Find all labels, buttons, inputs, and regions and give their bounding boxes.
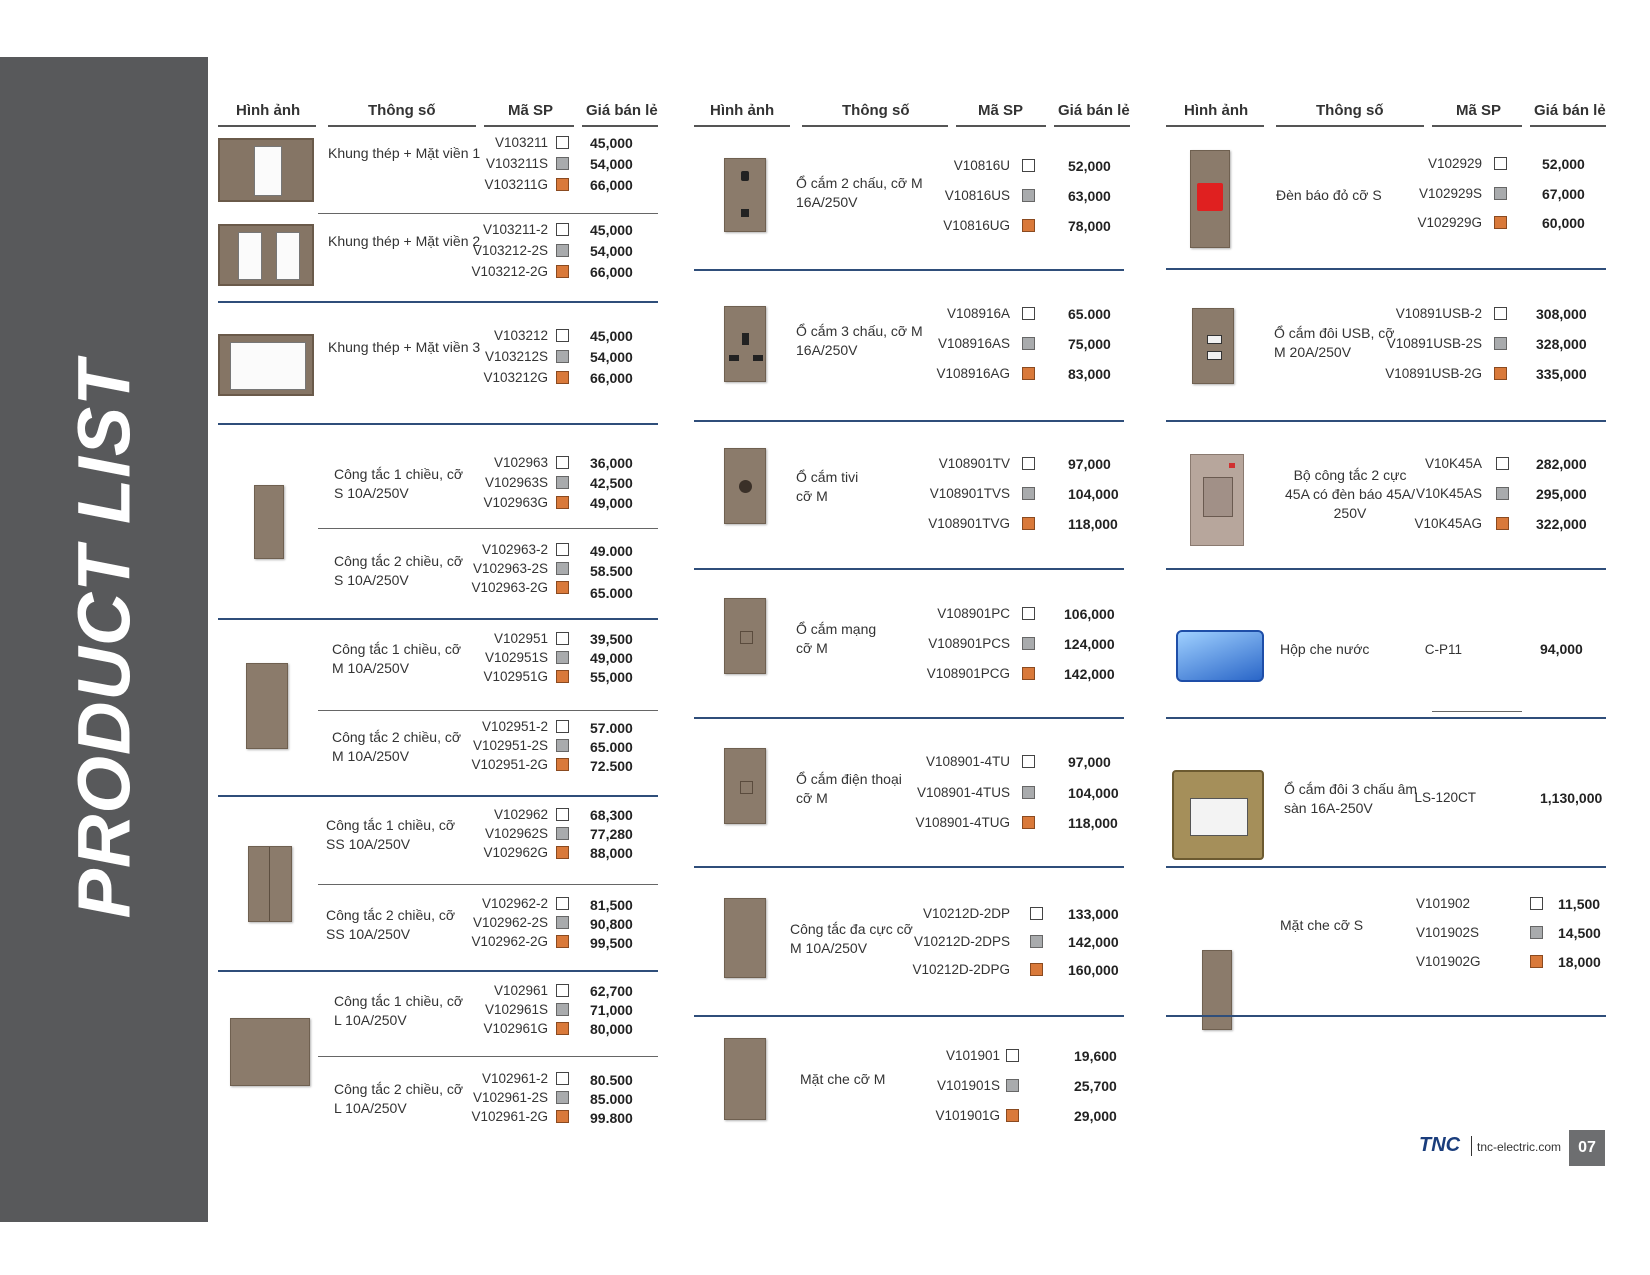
white-swatch (1022, 457, 1035, 470)
product-desc: Công tắc 1 chiều, cỡ M 10A/250V (332, 641, 462, 676)
product-code: V101902 (1416, 896, 1471, 911)
product-price: 45,000 (590, 328, 633, 344)
product-code: V103211 (494, 135, 548, 150)
product-desc: Mặt che cỡ S (1280, 917, 1364, 933)
gold-swatch (1530, 955, 1543, 968)
header-price: Giá bán lẻ (1534, 102, 1606, 119)
gold-swatch (556, 1022, 569, 1035)
product-desc: Công tắc 1 chiều, cỡ S 10A/250V (334, 466, 464, 501)
product-price: 54,000 (590, 349, 633, 365)
white-swatch (1494, 157, 1507, 170)
product-price: 99.800 (590, 1110, 633, 1126)
silver-swatch (556, 157, 569, 170)
product-code: V102951S (484, 650, 548, 665)
white-swatch (1006, 1049, 1019, 1062)
product-price: 160,000 (1068, 962, 1119, 978)
product-code: V108901-4TUS (916, 785, 1010, 800)
column-1 (218, 98, 658, 1126)
product-price: 65.000 (590, 585, 633, 601)
gold-swatch (556, 846, 569, 859)
product-desc: Công tắc 1 chiều, cỡ SS 10A/250V (326, 817, 456, 852)
white-swatch (1030, 907, 1043, 920)
product-code: V102962-2S (472, 915, 548, 930)
product-code: V102962-2 (481, 896, 548, 911)
product-desc: Ổ cắm mạng cỡ M (796, 621, 877, 656)
product-code: V103212S (484, 349, 548, 364)
product-price: 54,000 (590, 243, 633, 259)
frame-2-image (218, 224, 314, 286)
product-code: V108901TVG (928, 516, 1010, 531)
product-desc: Hộp che nước (1280, 641, 1370, 657)
product-price: 88,000 (590, 845, 633, 861)
product-price: 66,000 (590, 177, 633, 193)
product-price: 71,000 (590, 1002, 633, 1018)
product-code: V102951G (483, 669, 548, 684)
product-desc: Công tắc 2 chiều, cỡ L 10A/250V (334, 1081, 464, 1116)
product-desc: Khung thép + Mặt viền 2 (328, 233, 481, 249)
product-price: 97,000 (1068, 754, 1111, 770)
product-code: V102929S (1418, 186, 1482, 201)
product-price: 36,000 (590, 455, 633, 471)
red-indicator-image (1190, 150, 1230, 248)
product-list-title: PRODUCT LIST (62, 359, 146, 919)
gold-swatch (1494, 367, 1507, 380)
product-price: 295,000 (1536, 486, 1587, 502)
product-code: V101901S (936, 1078, 1000, 1093)
product-price: 85.000 (590, 1091, 633, 1107)
gold-swatch (1022, 517, 1035, 530)
white-swatch (556, 136, 569, 149)
silver-swatch (1496, 487, 1509, 500)
product-price: 99,500 (590, 935, 633, 951)
product-price: 80.500 (590, 1072, 633, 1088)
product-price: 94,000 (1540, 641, 1583, 657)
gold-swatch (556, 496, 569, 509)
product-price: 90,800 (590, 916, 633, 932)
product-code: V102963 (493, 455, 548, 470)
product-price: 45,000 (590, 135, 633, 151)
product-price: 42,500 (590, 475, 633, 491)
white-swatch (1494, 307, 1507, 320)
product-code: V102963-2G (471, 580, 548, 595)
product-price: 133,000 (1068, 906, 1119, 922)
product-code: V102962G (483, 845, 548, 860)
gold-swatch (556, 581, 569, 594)
gold-swatch (556, 265, 569, 278)
product-code: V108916AG (936, 366, 1010, 381)
gold-swatch (556, 371, 569, 384)
product-price: 308,000 (1536, 306, 1587, 322)
socket-3pin-image (724, 306, 766, 382)
product-desc: Công tắc đa cực cỡ M 10A/250V (790, 921, 913, 956)
product-desc: Công tắc 2 chiều, cỡ SS 10A/250V (326, 907, 456, 942)
product-price: 67,000 (1542, 186, 1585, 202)
silver-swatch (556, 1091, 569, 1104)
white-swatch (556, 808, 569, 821)
product-price: 18,000 (1558, 954, 1601, 970)
product-code: V103211-2 (482, 222, 548, 237)
product-code: V108901TV (938, 456, 1010, 471)
product-desc: Ổ cắm tivi cỡ M (796, 469, 859, 504)
product-price: 29,000 (1074, 1108, 1117, 1124)
product-price: 63,000 (1068, 188, 1111, 204)
product-code: V102961S (484, 1002, 548, 1017)
product-code: V103212-2S (472, 243, 548, 258)
product-price: 75,000 (1068, 336, 1111, 352)
product-price: 81,500 (590, 897, 633, 913)
product-price: 60,000 (1542, 215, 1585, 231)
product-price: 78,000 (1068, 218, 1111, 234)
product-price: 49.000 (590, 543, 633, 559)
product-code: V102951 (493, 631, 548, 646)
gold-swatch (1022, 816, 1035, 829)
column-3 (1166, 98, 1606, 970)
product-code: V103211G (484, 177, 548, 192)
product-price: 124,000 (1064, 636, 1115, 652)
product-price: 39,500 (590, 631, 633, 647)
product-code: V101902G (1416, 954, 1481, 969)
product-code: V10K45A (1424, 456, 1482, 471)
product-code: V101902S (1416, 925, 1480, 940)
product-code: V101901 (945, 1048, 1000, 1063)
product-price: 55,000 (590, 669, 633, 685)
product-code: V102951-2 (481, 719, 548, 734)
silver-swatch (556, 827, 569, 840)
product-price: 1,130,000 (1540, 790, 1603, 806)
website-url: tnc-electric.com (1477, 1140, 1562, 1154)
product-price: 65.000 (590, 739, 633, 755)
product-code: C-P11 (1424, 642, 1462, 657)
product-desc: Bộ công tắc 2 cực 45A có đèn báo 45A/ 250V (1285, 467, 1415, 521)
product-code: V108901PCS (928, 636, 1010, 651)
product-code: LS-120CT (1414, 790, 1476, 805)
silver-swatch (1030, 935, 1043, 948)
silver-swatch (556, 244, 569, 257)
silver-swatch (1494, 337, 1507, 350)
gold-swatch (1022, 667, 1035, 680)
product-desc: Mặt che cỡ M (800, 1071, 886, 1087)
switch-m-image (246, 663, 288, 749)
silver-swatch (556, 562, 569, 575)
product-code: V102929G (1417, 215, 1482, 230)
product-price: 66,000 (590, 264, 633, 280)
frame-1-image (218, 138, 314, 202)
white-swatch (556, 897, 569, 910)
waterproof-cover-image (1176, 630, 1264, 682)
silver-swatch (1022, 786, 1035, 799)
white-swatch (1022, 607, 1035, 620)
product-code: V102962 (493, 807, 548, 822)
product-code: V102962-2G (471, 934, 548, 949)
product-price: 65.000 (1068, 306, 1111, 322)
product-code: V103212 (493, 328, 548, 343)
silver-swatch (556, 916, 569, 929)
gold-swatch (1494, 216, 1507, 229)
product-code: V108901-4TUG (915, 815, 1010, 830)
silver-swatch (556, 739, 569, 752)
silver-swatch (556, 1003, 569, 1016)
white-swatch (1022, 755, 1035, 768)
tnc-logo: TNC (1419, 1134, 1461, 1156)
phone-socket-image (724, 748, 766, 824)
product-price: 335,000 (1536, 366, 1587, 382)
product-price: 14,500 (1558, 925, 1601, 941)
product-code: V108916AS (937, 336, 1010, 351)
product-price: 83,000 (1068, 366, 1111, 382)
white-swatch (556, 456, 569, 469)
gold-swatch (1022, 367, 1035, 380)
white-swatch (1022, 307, 1035, 320)
product-price: 58.500 (590, 563, 633, 579)
product-desc: Khung thép + Mặt viền 1 (328, 145, 481, 161)
white-swatch (556, 543, 569, 556)
product-code: V102963-2S (472, 561, 548, 576)
header-code: Mã SP (508, 102, 554, 119)
floor-socket-image (1172, 770, 1264, 860)
product-code: V10816U (953, 158, 1010, 173)
product-code: V10891USB-2S (1386, 336, 1482, 351)
white-swatch (556, 984, 569, 997)
silver-swatch (556, 651, 569, 664)
product-code: V102961-2G (471, 1109, 548, 1124)
silver-swatch (1022, 487, 1035, 500)
silver-swatch (1022, 189, 1035, 202)
product-price: 54,000 (590, 156, 633, 172)
product-price: 25,700 (1074, 1078, 1117, 1094)
gold-swatch (556, 758, 569, 771)
product-price: 11,500 (1558, 896, 1601, 912)
silver-swatch (1022, 637, 1035, 650)
product-code: V108916A (946, 306, 1010, 321)
silver-swatch (1494, 187, 1507, 200)
frame-3-image (218, 334, 314, 396)
gold-swatch (1496, 517, 1509, 530)
product-code: V10K45AS (1415, 486, 1482, 501)
product-code: V102929 (1427, 156, 1482, 171)
silver-swatch (556, 476, 569, 489)
product-desc: Ổ cắm đôi USB, cỡ M 20A/250V (1274, 325, 1395, 360)
gold-swatch (556, 1110, 569, 1123)
product-desc: Công tắc 1 chiều, cỡ L 10A/250V (334, 993, 464, 1028)
product-code: V108901TVS (929, 486, 1010, 501)
product-desc: Công tắc 2 chiều, cỡ S 10A/250V (334, 553, 464, 588)
product-price: 49,000 (590, 495, 633, 511)
cover-plate-m-image (724, 1038, 766, 1120)
gold-swatch (556, 935, 569, 948)
switch-ss-image (248, 846, 292, 922)
product-desc: Đèn báo đỏ cỡ S (1276, 187, 1382, 203)
header-code: Mã SP (1456, 102, 1502, 119)
white-swatch (1530, 897, 1543, 910)
network-socket-image (724, 598, 766, 674)
product-desc: Ổ cắm 3 chấu, cỡ M 16A/250V (796, 323, 923, 358)
product-price: 45,000 (590, 222, 633, 238)
product-price: 57.000 (590, 720, 633, 736)
column-2 (694, 98, 1130, 1124)
product-code: V108901PCG (926, 666, 1010, 681)
product-price: 142,000 (1064, 666, 1115, 682)
product-code: V10816UG (943, 218, 1010, 233)
gold-swatch (1030, 963, 1043, 976)
product-price: 322,000 (1536, 516, 1587, 532)
header-image: Hình ảnh (710, 102, 775, 119)
product-code: V102961 (493, 983, 548, 998)
product-desc: Khung thép + Mặt viền 3 (328, 339, 481, 355)
product-price: 118,000 (1068, 516, 1118, 532)
product-code: V102963G (483, 495, 548, 510)
product-code: V102961-2 (481, 1071, 548, 1086)
product-code: V102961G (483, 1021, 548, 1036)
product-price: 49,000 (590, 650, 633, 666)
product-code: V102951-2S (472, 738, 548, 753)
switch-l-image (230, 1018, 310, 1086)
white-swatch (556, 329, 569, 342)
product-code: V10891USB-2 (1395, 306, 1482, 321)
header-spec: Thông số (1316, 102, 1384, 119)
product-price: 104,000 (1068, 785, 1119, 801)
multi-switch-image (724, 898, 766, 978)
sidebar-band (0, 57, 208, 1222)
product-code: V10212D-2DPG (912, 962, 1010, 977)
white-swatch (556, 1072, 569, 1085)
product-desc: Công tắc 2 chiều, cỡ M 10A/250V (332, 729, 462, 764)
header-price: Giá bán lẻ (586, 102, 658, 119)
product-price: 19,600 (1074, 1048, 1117, 1064)
tv-socket-image (724, 448, 766, 524)
product-price: 104,000 (1068, 486, 1119, 502)
page-number: 07 (1569, 1130, 1605, 1166)
product-code: V102951-2G (471, 757, 548, 772)
product-code: V10212D-2DPS (913, 934, 1010, 949)
product-price: 97,000 (1068, 456, 1111, 472)
product-code: V10K45AG (1414, 516, 1482, 531)
product-price: 282,000 (1536, 456, 1587, 472)
socket-2pin-image (724, 158, 766, 232)
product-code: V101901G (935, 1108, 1000, 1123)
product-price: 77,280 (590, 826, 633, 842)
switch-s-image (254, 485, 284, 559)
product-code: V108901-4TU (925, 754, 1010, 769)
silver-swatch (556, 350, 569, 363)
product-price: 72.500 (590, 758, 633, 774)
column-header (218, 98, 658, 128)
header-image: Hình ảnh (236, 102, 301, 119)
product-code: V108901PC (937, 606, 1010, 621)
product-code: V10212D-2DP (922, 906, 1010, 921)
product-price: 52,000 (1068, 158, 1111, 174)
product-code: V103212-2G (471, 264, 548, 279)
product-price: 142,000 (1068, 934, 1119, 950)
column-header (1166, 98, 1606, 128)
product-price: 62,700 (590, 983, 633, 999)
header-spec: Thông số (842, 102, 910, 119)
product-code: V102962S (484, 826, 548, 841)
white-swatch (1022, 159, 1035, 172)
product-price: 118,000 (1068, 815, 1118, 831)
product-desc: Ổ cắm 2 chấu, cỡ M 16A/250V (796, 175, 923, 210)
product-code: V102963-2 (481, 542, 548, 557)
product-code: V102963S (484, 475, 548, 490)
header-price: Giá bán lẻ (1058, 102, 1130, 119)
silver-swatch (1530, 926, 1543, 939)
cover-plate-s-image (1202, 950, 1232, 1030)
gold-swatch (1022, 219, 1035, 232)
white-swatch (556, 720, 569, 733)
white-swatch (556, 223, 569, 236)
header-image: Hình ảnh (1184, 102, 1249, 119)
product-code: V10816US (944, 188, 1010, 203)
gold-swatch (1006, 1109, 1019, 1122)
product-price: 80,000 (590, 1021, 633, 1037)
product-price: 106,000 (1064, 606, 1115, 622)
product-price: 68,300 (590, 807, 633, 823)
product-code: V102961-2S (472, 1090, 548, 1105)
silver-swatch (1006, 1079, 1019, 1092)
breaker-45a-image (1190, 454, 1244, 546)
product-price: 52,000 (1542, 156, 1585, 172)
header-code: Mã SP (978, 102, 1024, 119)
gold-swatch (556, 670, 569, 683)
column-header (694, 98, 1130, 128)
product-price: 328,000 (1536, 336, 1587, 352)
product-code: V103212G (483, 370, 548, 385)
white-swatch (556, 632, 569, 645)
white-swatch (1496, 457, 1509, 470)
header-spec: Thông số (368, 102, 436, 119)
product-price: 66,000 (590, 370, 633, 386)
product-code: V10891USB-2G (1385, 366, 1482, 381)
product-code: V103211S (485, 156, 548, 171)
silver-swatch (1022, 337, 1035, 350)
usb-socket-image (1192, 308, 1234, 384)
gold-swatch (556, 178, 569, 191)
product-desc: Ổ cắm điện thoại cỡ M (796, 771, 902, 806)
product-desc: Ổ cắm đôi 3 chấu âm sàn 16A-250V (1284, 781, 1418, 816)
